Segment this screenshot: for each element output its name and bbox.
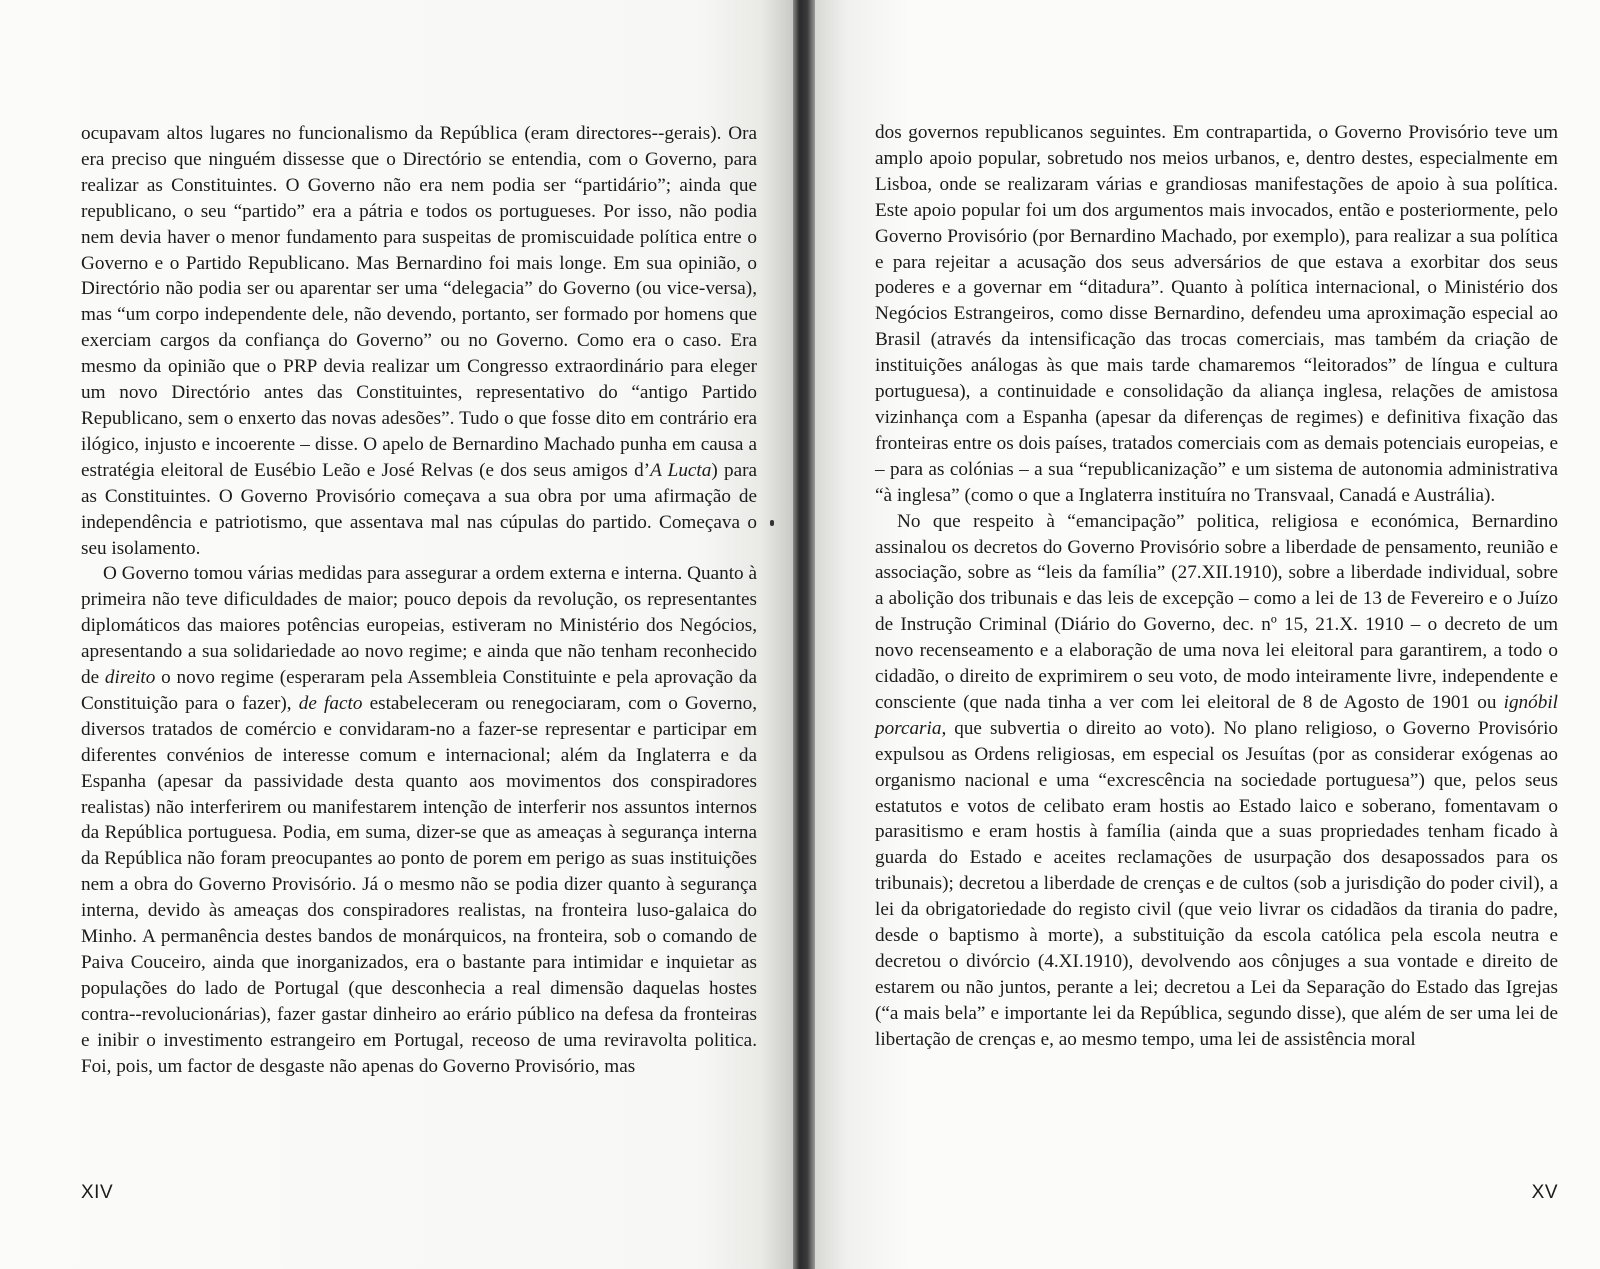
print-speck xyxy=(770,520,774,526)
left-paragraph-2-c: estabeleceram ou renegociaram, com o Governo, diversos tratados de comércio e convidaram-no a fazer-se representar e participar em diferentes convénios de interesse comum e internacional; além da Inglaterra e da Espanha (apesar da passividade desta quanto aos movimentos dos conspiradores realistas) não interferirem ou manifestarem intenção de interferir nos assuntos internos da República portuguesa. Podia, em suma, dizer-se que as ameaças à segurança interna da República não foram preocupantes ao ponto de porem em perigo as suas instituições nem a obra do Governo Provisório. Já o mesmo não se podia dizer quanto à segurança interna, devido às ameaças dos conspiradores realistas, na fronteira luso-galaica do Minho. A permanência destes bandos de monárquicos, na fronteira, sob o comando de Paiva Couceiro, ainda que inorganizados, era o bastante para intimidar e inquietar as populações do lado de Portugal (que desconhecia a real dimensão daquelas hostes contra--revolucionárias), fazer gastar dinheiro ao erário público na defesa da fronteiras e inibir o investimento estrangeiro em Portugal, receoso de uma reviravolta politica. Foi, pois, um factor de desgaste não apenas do Governo Provisório, mas xyxy=(81,692,757,1077)
page-number-right: XV xyxy=(1531,1182,1558,1203)
right-paragraph-2 xyxy=(875,509,1558,1053)
newspaper-title: A Lucta xyxy=(650,459,712,481)
right-page xyxy=(815,0,1600,1269)
italic-term-ignobil-porcaria: ignóbil porcaria xyxy=(875,691,1558,739)
italic-term-de-facto: de facto xyxy=(298,692,363,714)
book-gutter xyxy=(793,0,815,1269)
italic-term-direito: direito xyxy=(104,667,156,689)
left-paragraph-1 xyxy=(81,121,757,561)
left-paragraph-2 xyxy=(81,561,757,1079)
right-page-body xyxy=(875,120,1558,1053)
left-page xyxy=(0,0,793,1269)
left-paragraph-2-b: o novo regime (esperaram pela Assembleia Constituinte e pela aprovação da Constituição para o fazer), xyxy=(81,667,757,714)
left-paragraph-1-end: ) para as Constituintes. O Governo Provisório começava a sua obra por uma afirmação de independência e patriotismo, que assentava mal nas cúpulas do partido. Começava o seu isolamento. xyxy=(81,459,757,559)
right-paragraph-1: dos governos republicanos seguintes. Em contrapartida, o Governo Provisório teve um amplo apoio popular, sobretudo nos meios urbanos, e, dentro destes, especialmente em Lisboa, onde se realizaram várias e grandiosas manifestações de apoio à sua política. Este apoio popular foi um dos argumentos mais invocados, então e posteriormente, pelo Governo Provisório (por Bernardino Machado, por exemplo), para realizar a sua política e para rejeitar a acusação dos seus adversários de que estava a exorbitar dos seus poderes e a governar em “ditadura”. Quanto à política internacional, o Ministério dos Negócios Estrangeiros, como disse Bernardino, defendeu uma aproximação especial ao Brasil (através da intensificação das trocas comerciais, mas também da criação de instituições análogas às que mais tarde chamaremos “leitorados” de língua e cultura portuguesa), a continuidade e consolidação da aliança inglesa, relações de amistosa vizinhança com a Espanha (apesar da diferenças de regimes) e definitiva fixação das fronteiras entre os dois países, tratados comerciais com as demais potenciais europeias, e – para as colónias – a sua “republicanização” e um sistema de autonomia administrativa “à inglesa” (como o que a Inglaterra instituíra no Transvaal, Canadá e Austrália). xyxy=(875,122,1558,506)
left-page-body xyxy=(81,121,757,1080)
left-paragraph-2-a: O Governo tomou várias medidas para assegurar a ordem externa e interna. Quanto à primeira não teve dificuldades de maior; pouco depois da revolução, os representantes diplomáticos das maiores potências europeias, estiveram no Ministério dos Negócios, apresentando a sua solidariedade ao novo regime; e ainda que não tenham reconhecido de xyxy=(81,563,757,689)
right-paragraph-2-a: No que respeito à “emancipação” politica, religiosa e económica, Bernardino assinalou os decretos do Governo Provisório sobre a liberdade de pensamento, reunião e associação, sobre as “leis da família” (27.XII.1910), sobre a liberdade individual, sobre a abolição dos tribunais e das leis de excepção – como a lei de 13 de Fevereiro e o Juízo de Instrução Criminal (Diário do Governo, dec. nº 15, 21.X. 1910 – o decreto de um novo recenseamento e a elaboração de uma nova lei eleitoral para garantirem, a todo o cidadão, o direito de exprimirem o seu voto, de modo inteiramente livre, independente e consciente (que nada tinha a ver com lei eleitoral de 8 de Agosto de 1901 ou xyxy=(875,510,1558,713)
left-paragraph-1-text: ocupavam altos lugares no funcionalismo da República (eram directores--gerais). Ora era preciso que ninguém dissesse que o Directório se entendia, com o Governo, para realizar as Constituintes. O Governo não era nem podia ser “partidário”; ainda que republicano, o seu “partido” era a pátria e todos os portugueses. Por isso, não podia nem devia haver o menor fundamento para suspeitas de promiscuidade política entre o Governo e o Partido Republicano. Mas Bernardino foi mais longe. Em sua opinião, o Directório não podia ser ou aparentar ser uma “delegacia” do Governo (ou vice-versa), mas “um corpo independente dele, não devendo, portanto, ser formado por homens que exerciam cargos da confiança do Governo” ou no Governo. Como era o caso. Era mesmo da opinião que o PRP devia realizar um Congresso extraordinário para eleger um novo Directório antes das Constituintes, representativo do “antigo Partido Republicano, sem o enxerto das novas adesões”. Tudo o que fosse dito em contrário era ilógico, injusto e incoerente – disse. O apelo de Bernardino Machado punha em causa a estratégia eleitoral de Eusébio Leão e José Relvas (e dos seus amigos d’ xyxy=(81,123,757,481)
page-number-left: XIV xyxy=(81,1182,114,1203)
right-paragraph-2-b: , que subvertia o direito ao voto). No plano religioso, o Governo Provisório expulsou as Ordens religiosas, em especial os Jesuítas (por as considerar exógenas ao organismo nacional e uma “excrescência na sociedade portuguesa”) que, pelos seus estatutos e votos de celibato eram hostis ao Estado laico e soberano, fomentavam o parasitismo e eram hostis à família (ainda que a suas propriedades tenham ficado à guarda do Estado e aceites reclamações de usurpação dos desapossados para os tribunais); decretou a liberdade de crenças e de cultos (sob a jurisdição do poder civil), a lei da obrigatoriedade do registo civil (que veio livrar os cidadãos da tirania do padre, desde o baptismo à morte), a substituição da escola católica pela escola neutra e decretou o divórcio (4.XI.1910), devolvendo aos cônjuges a sua vontade e direito de estarem ou não juntos, perante a lei; decretou a Lei da Separação do Estado das Igrejas (“a mais bela” e importante lei da República, segundo disse), que além de ser uma lei de libertação de crenças e, ao mesmo tempo, uma lei de assistência moral xyxy=(875,717,1558,1050)
